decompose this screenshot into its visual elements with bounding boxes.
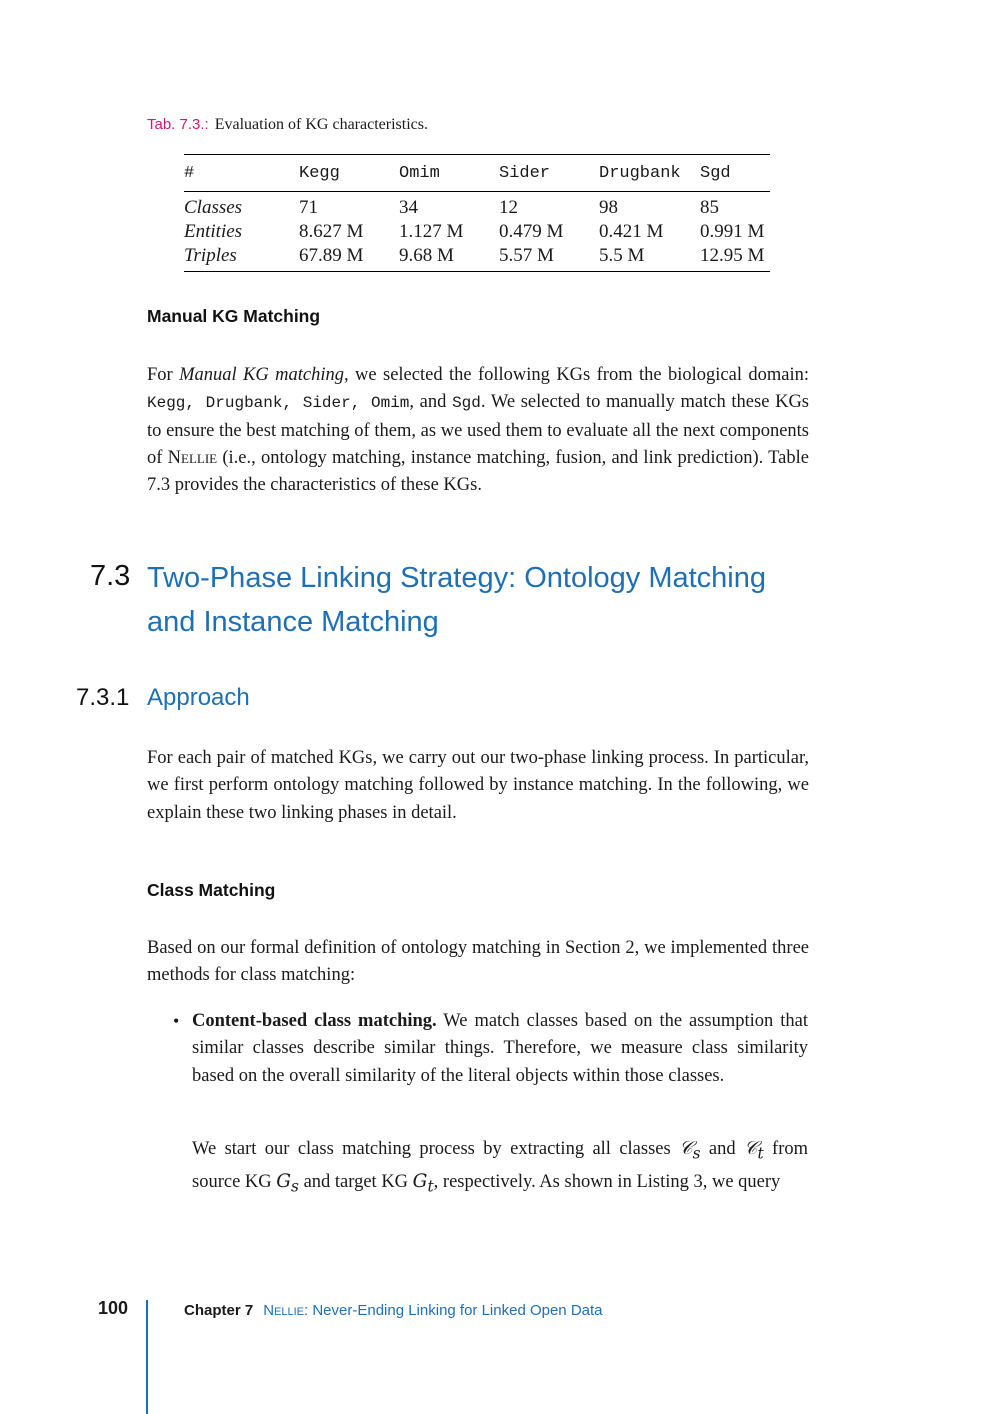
separator: , and	[409, 392, 453, 413]
table-header-cell: Omim	[399, 164, 440, 183]
table-cell: 98	[599, 197, 618, 218]
nellie-name: Nellie	[167, 447, 218, 468]
math-symbol: 𝒞	[679, 1138, 693, 1159]
approach-paragraph: For each pair of matched KGs, we carry out our two-phase linking process. In particular, we first perform ontology matching followed by instance matching. In the following, we explain these two linking phases in detail.	[147, 748, 809, 823]
table-caption	[147, 116, 428, 134]
table-header-cell: Sgd	[700, 164, 731, 183]
table-row	[184, 220, 770, 244]
table-row-label: Classes	[184, 197, 243, 218]
table-cell: 0.991 M	[700, 221, 765, 242]
separator: ,	[350, 394, 371, 413]
text-run: We start our class matching process by extracting all classes	[192, 1139, 680, 1159]
table-cell: 85	[700, 197, 719, 218]
table-cell: 67.89 M	[299, 245, 364, 266]
subsection-number: 7.3.1	[76, 684, 130, 711]
class-matching-paragraph: Based on our formal definition of ontology matching in Section 2, we implemented three methods for class matching:	[147, 938, 809, 986]
footer-chapter	[184, 1302, 603, 1319]
table-row-label: Entities	[184, 221, 243, 242]
footer-divider	[146, 1300, 148, 1414]
table-cell: 71	[299, 197, 318, 218]
table-header-cell: Drugbank	[599, 164, 681, 183]
table-cell: 34	[399, 197, 418, 218]
text-run: For	[147, 365, 180, 385]
separator: ,	[185, 394, 206, 413]
text-run: from source KG	[192, 1139, 808, 1192]
math-subscript: s	[291, 1177, 299, 1196]
bullet-symbol: •	[173, 1011, 180, 1031]
math-subscript: t	[757, 1144, 764, 1163]
text-run: , respectively. As shown in Listing 3, we query	[433, 1171, 781, 1192]
text-run: . We selected to manually match these KGs to ensure the best matching of them, as we used them to evaluate all the next components of	[147, 392, 810, 468]
table-cell: 0.421 M	[599, 221, 664, 242]
text-run: and target KG	[298, 1171, 413, 1192]
table-cell: 12	[499, 197, 518, 218]
section-title-line: and Instance Matching	[147, 606, 439, 638]
table-row	[184, 244, 770, 272]
table-caption-text: Evaluation of KG characteristics.	[214, 116, 428, 133]
math-subscript: s	[692, 1144, 701, 1163]
chapter-label: Chapter 7	[184, 1302, 254, 1319]
table-cell: 5.5 M	[599, 245, 645, 266]
bullet-bold-text: Content-based class matching.	[192, 1011, 437, 1031]
text-run: , we selected the following KGs from the biological domain:	[344, 365, 809, 385]
kg-name: Kegg	[147, 394, 186, 413]
kg-characteristics-table	[184, 154, 770, 272]
section-title-line: Two-Phase Linking Strategy: Ontology Matching	[147, 562, 766, 594]
table-row-label: Triples	[184, 245, 237, 266]
chapter-title: : Never-Ending Linking for Linked Open Data	[304, 1302, 603, 1319]
page-number: 100	[98, 1298, 129, 1318]
class-matching-heading: Class Matching	[147, 880, 276, 900]
text-run: and	[700, 1139, 744, 1159]
manual-kg-matching-heading: Manual KG Matching	[147, 306, 321, 326]
text-run: (i.e., ontology matching, instance matching, fusion, and link prediction). Table 7.3 provides the characteristics of these KGs.	[147, 447, 809, 496]
table-cell: 12.95 M	[700, 245, 765, 266]
table-cell: 1.127 M	[399, 221, 464, 242]
kg-name: Sgd	[452, 394, 481, 413]
bullet-item	[192, 1008, 808, 1090]
section-number: 7.3	[90, 560, 131, 592]
table-header-cell: Sider	[499, 164, 551, 183]
math-symbol: G	[276, 1170, 292, 1192]
kg-name: Omim	[370, 394, 410, 413]
math-symbol: 𝒞	[743, 1138, 758, 1159]
bullet-continuation-paragraph	[192, 1135, 808, 1201]
table-header-cell: #	[184, 164, 195, 183]
table-row	[184, 192, 770, 221]
table-cell: 5.57 M	[499, 245, 554, 266]
table-cell: 0.479 M	[499, 221, 564, 242]
table-caption-tag: Tab. 7.3.:	[147, 116, 209, 133]
bullet-text: We match classes based on the assumption that similar classes describe similar things. Therefore, we measure class similarity based on the overall similarity of the literal objects within those classes.	[192, 1011, 808, 1086]
kg-name: Sider	[302, 394, 351, 413]
separator: ,	[282, 394, 303, 413]
kg-name: Drugbank	[205, 394, 283, 413]
table-cell: 9.68 M	[399, 245, 454, 266]
section-title	[147, 556, 766, 644]
emphasis-text: Manual KG matching	[179, 365, 345, 385]
nellie-name: Nellie	[263, 1302, 304, 1319]
subsection-title: Approach	[147, 684, 250, 711]
table-cell: 8.627 M	[299, 221, 364, 242]
math-subscript: t	[427, 1177, 434, 1196]
table-header-row	[184, 155, 770, 192]
manual-kg-matching-paragraph	[147, 362, 809, 499]
math-symbol: G	[412, 1170, 428, 1192]
table-header-cell: Kegg	[299, 164, 340, 183]
